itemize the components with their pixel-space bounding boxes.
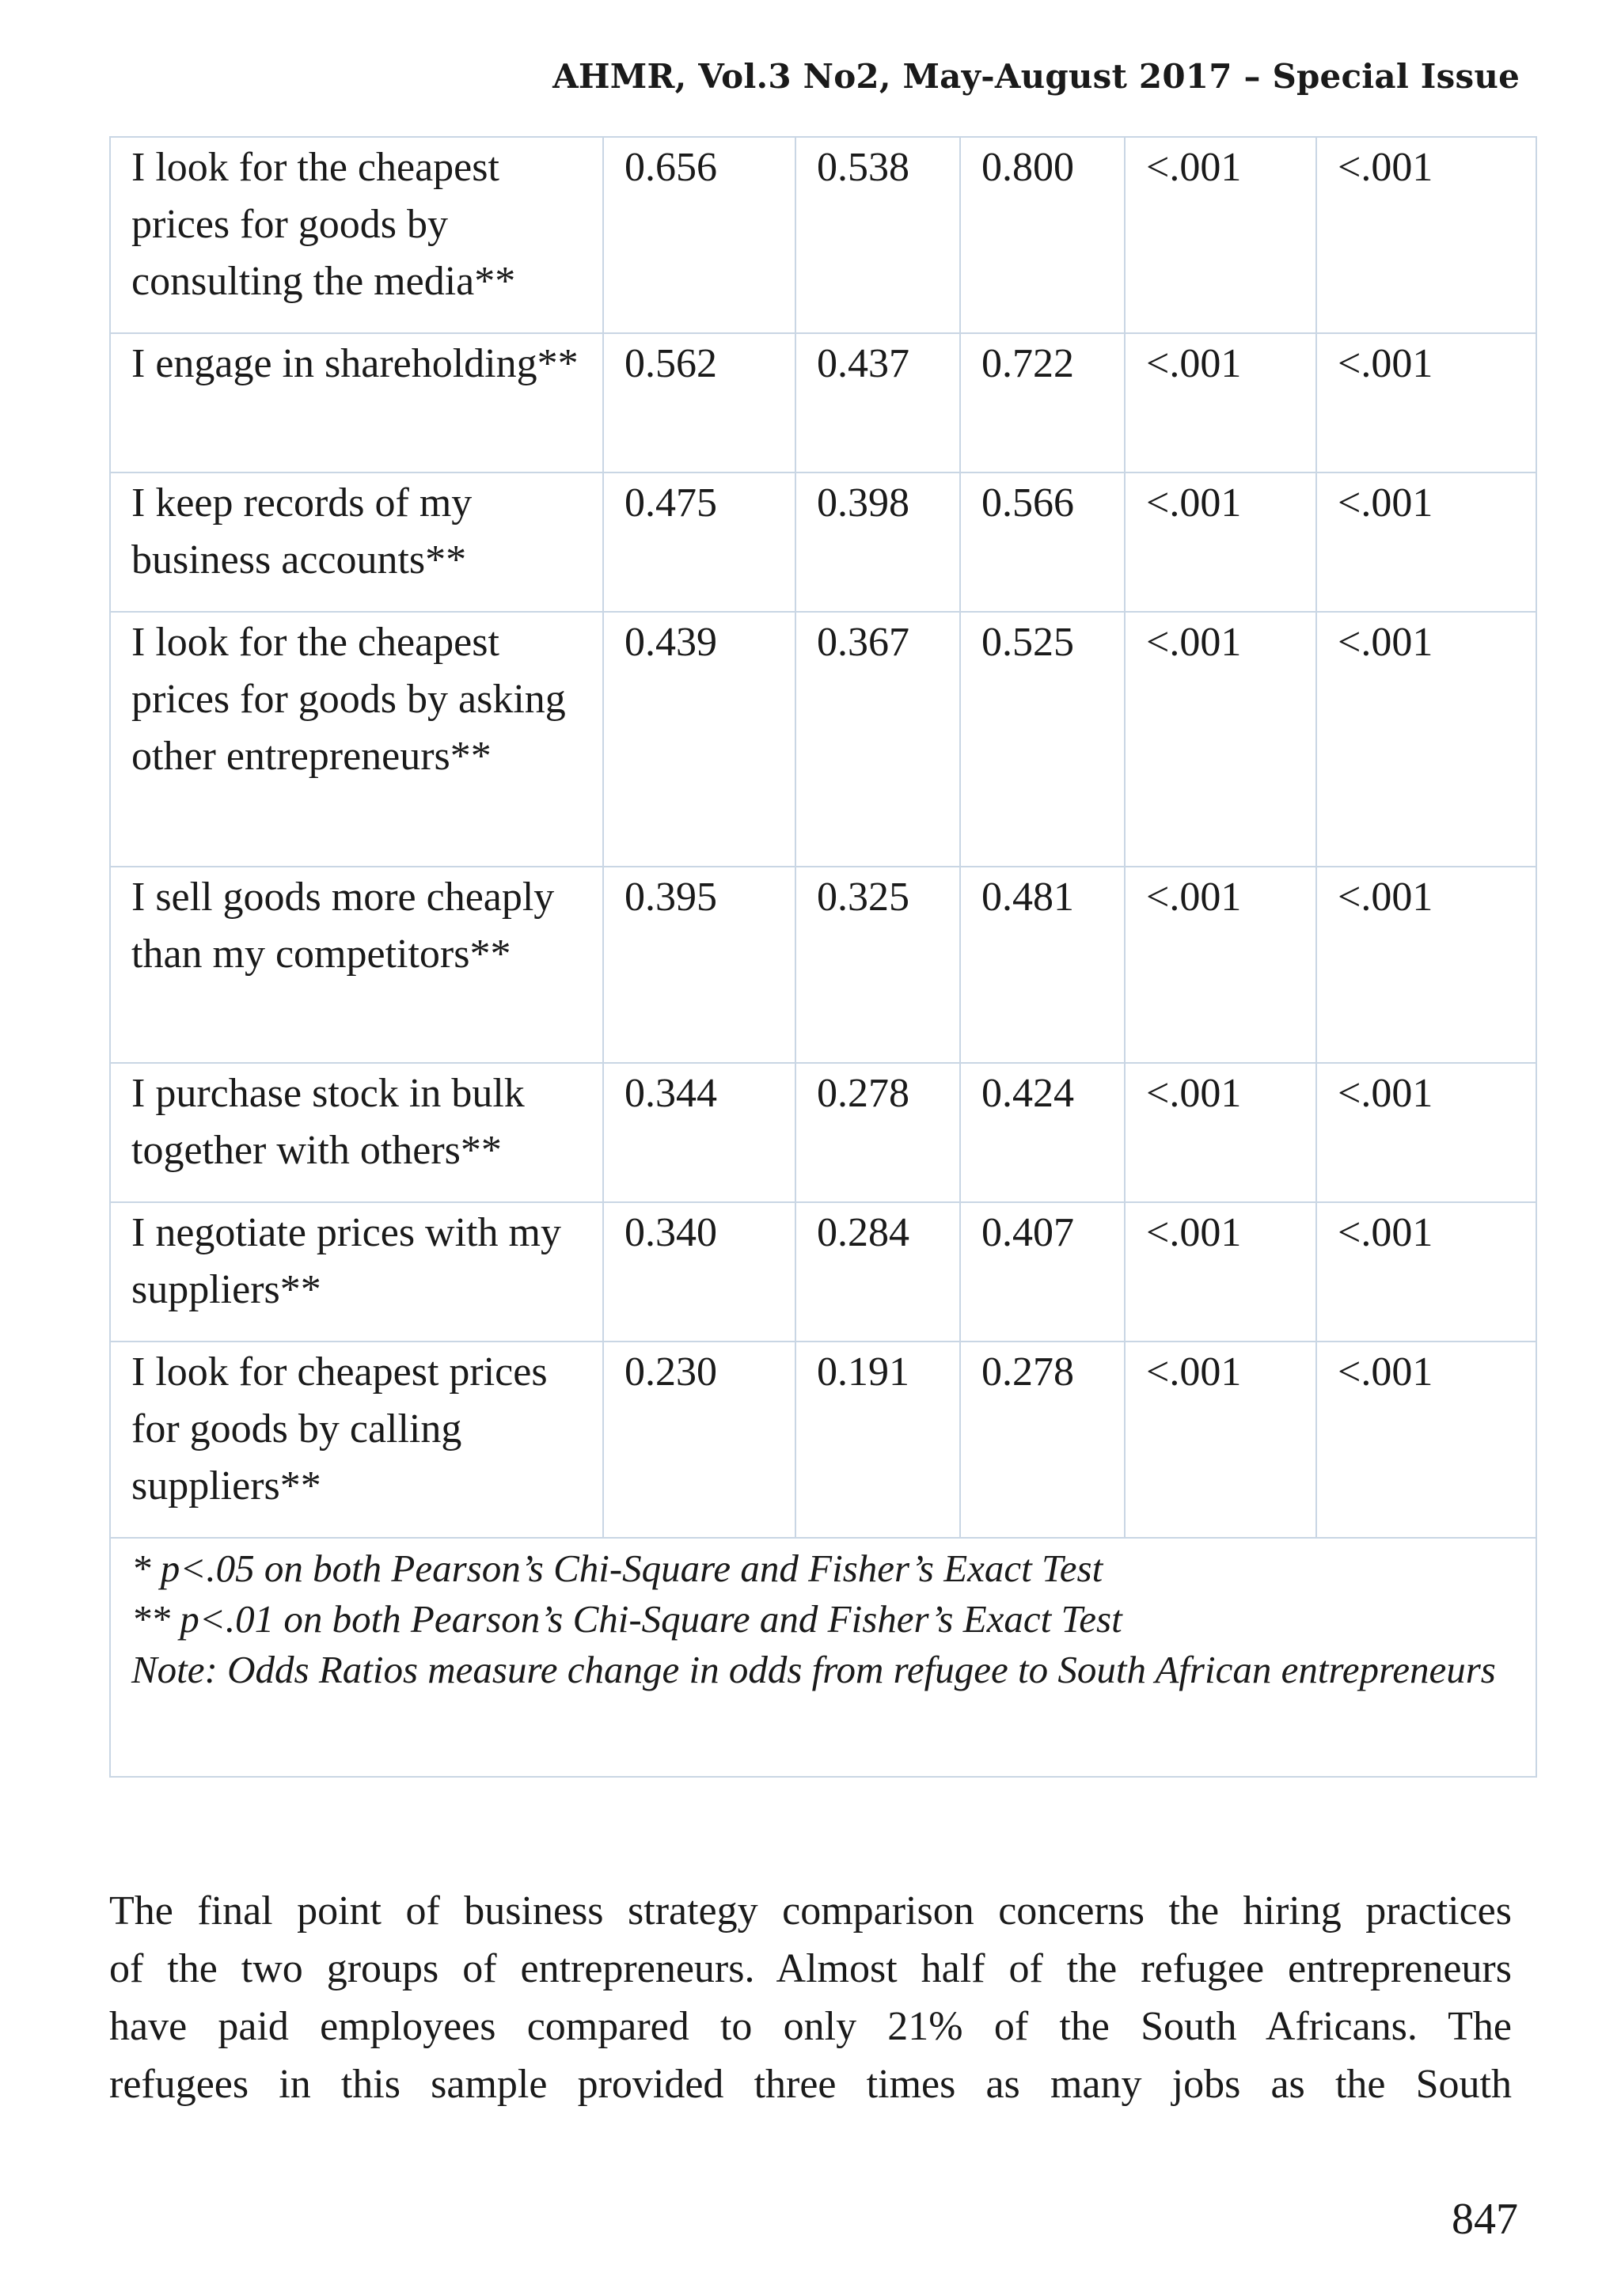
ci-lower-cell: 0.284	[795, 1202, 960, 1342]
p-value-cell: <.001	[1125, 612, 1316, 867]
row-description: I look for cheapest prices for goods by calling suppliers**	[110, 1342, 603, 1538]
ci-upper-cell: 0.800	[960, 137, 1125, 333]
ci-lower-cell: 0.437	[795, 333, 960, 472]
results-table-container	[109, 136, 1536, 1778]
paragraph-line: of the two groups of entrepreneurs. Almost half of the refugee entrepreneurs	[109, 1946, 1512, 1991]
p-value-cell: <.001	[1316, 472, 1536, 612]
ci-upper-cell: 0.278	[960, 1342, 1125, 1538]
ci-upper-cell: 0.481	[960, 867, 1125, 1063]
p-value-cell: <.001	[1316, 612, 1536, 867]
table-row	[110, 867, 1536, 1063]
body-paragraph	[109, 1882, 1512, 2113]
p-value-cell: <.001	[1316, 867, 1536, 1063]
odds-ratio-cell: 0.656	[603, 137, 795, 333]
p-value-cell: <.001	[1125, 333, 1316, 472]
odds-ratio-cell: 0.340	[603, 1202, 795, 1342]
paragraph-line: refugees in this sample provided three times as many jobs as the South	[109, 2062, 1512, 2107]
ci-upper-cell: 0.525	[960, 612, 1125, 867]
odds-ratio-cell: 0.230	[603, 1342, 795, 1538]
row-description: I look for the cheapest prices for goods by asking other entrepreneurs**	[110, 612, 603, 867]
ci-upper-cell: 0.722	[960, 333, 1125, 472]
ci-lower-cell: 0.325	[795, 867, 960, 1063]
ci-upper-cell: 0.566	[960, 472, 1125, 612]
ci-upper-cell: 0.407	[960, 1202, 1125, 1342]
row-description: I engage in shareholding**	[110, 333, 603, 472]
row-description: I keep records of my business accounts**	[110, 472, 603, 612]
table-row	[110, 137, 1536, 333]
odds-ratio-cell: 0.439	[603, 612, 795, 867]
odds-ratio-table	[109, 136, 1537, 1778]
p-value-cell: <.001	[1316, 333, 1536, 472]
p-value-cell: <.001	[1316, 1063, 1536, 1202]
ci-lower-cell: 0.191	[795, 1342, 960, 1538]
row-description: I purchase stock in bulk together with others**	[110, 1063, 603, 1202]
p-value-cell: <.001	[1125, 1202, 1316, 1342]
table-notes-row	[110, 1538, 1536, 1777]
ci-upper-cell: 0.424	[960, 1063, 1125, 1202]
table-row	[110, 472, 1536, 612]
running-header: AHMR, Vol.3 No2, May-August 2017 – Special Issue	[552, 57, 1520, 96]
row-description: I look for the cheapest prices for goods by consulting the media**	[110, 137, 603, 333]
table-row	[110, 1202, 1536, 1342]
ci-lower-cell: 0.278	[795, 1063, 960, 1202]
row-description: I negotiate prices with my suppliers**	[110, 1202, 603, 1342]
p-value-cell: <.001	[1316, 137, 1536, 333]
odds-ratio-cell: 0.475	[603, 472, 795, 612]
p-value-cell: <.001	[1316, 1202, 1536, 1342]
page-number: 847	[1452, 2195, 1518, 2244]
ci-lower-cell: 0.367	[795, 612, 960, 867]
ci-lower-cell: 0.398	[795, 472, 960, 612]
odds-ratio-cell: 0.562	[603, 333, 795, 472]
ci-lower-cell: 0.538	[795, 137, 960, 333]
odds-ratio-cell: 0.344	[603, 1063, 795, 1202]
table-row	[110, 1342, 1536, 1538]
table-notes	[110, 1538, 1536, 1777]
p-value-cell: <.001	[1125, 137, 1316, 333]
significance-note-double-star: ** p<.01 on both Pearson’s Chi-Square and Fisher’s Exact Test	[131, 1597, 1122, 1641]
odds-ratio-cell: 0.395	[603, 867, 795, 1063]
paragraph-line: have paid employees compared to only 21% of the South Africans. The	[109, 2004, 1512, 2049]
p-value-cell: <.001	[1125, 1063, 1316, 1202]
row-description: I sell goods more cheaply than my competitors**	[110, 867, 603, 1063]
significance-note-single-star: * p<.05 on both Pearson’s Chi-Square and Fisher’s Exact Test	[131, 1546, 1103, 1590]
p-value-cell: <.001	[1125, 867, 1316, 1063]
p-value-cell: <.001	[1125, 472, 1316, 612]
table-row	[110, 1063, 1536, 1202]
odds-ratio-note: Note: Odds Ratios measure change in odds from refugee to South African entrepreneurs	[131, 1648, 1496, 1691]
p-value-cell: <.001	[1125, 1342, 1316, 1538]
table-row	[110, 333, 1536, 472]
p-value-cell: <.001	[1316, 1342, 1536, 1538]
paragraph-line: The final point of business strategy comparison concerns the hiring practices	[109, 1888, 1512, 1934]
table-row	[110, 612, 1536, 867]
